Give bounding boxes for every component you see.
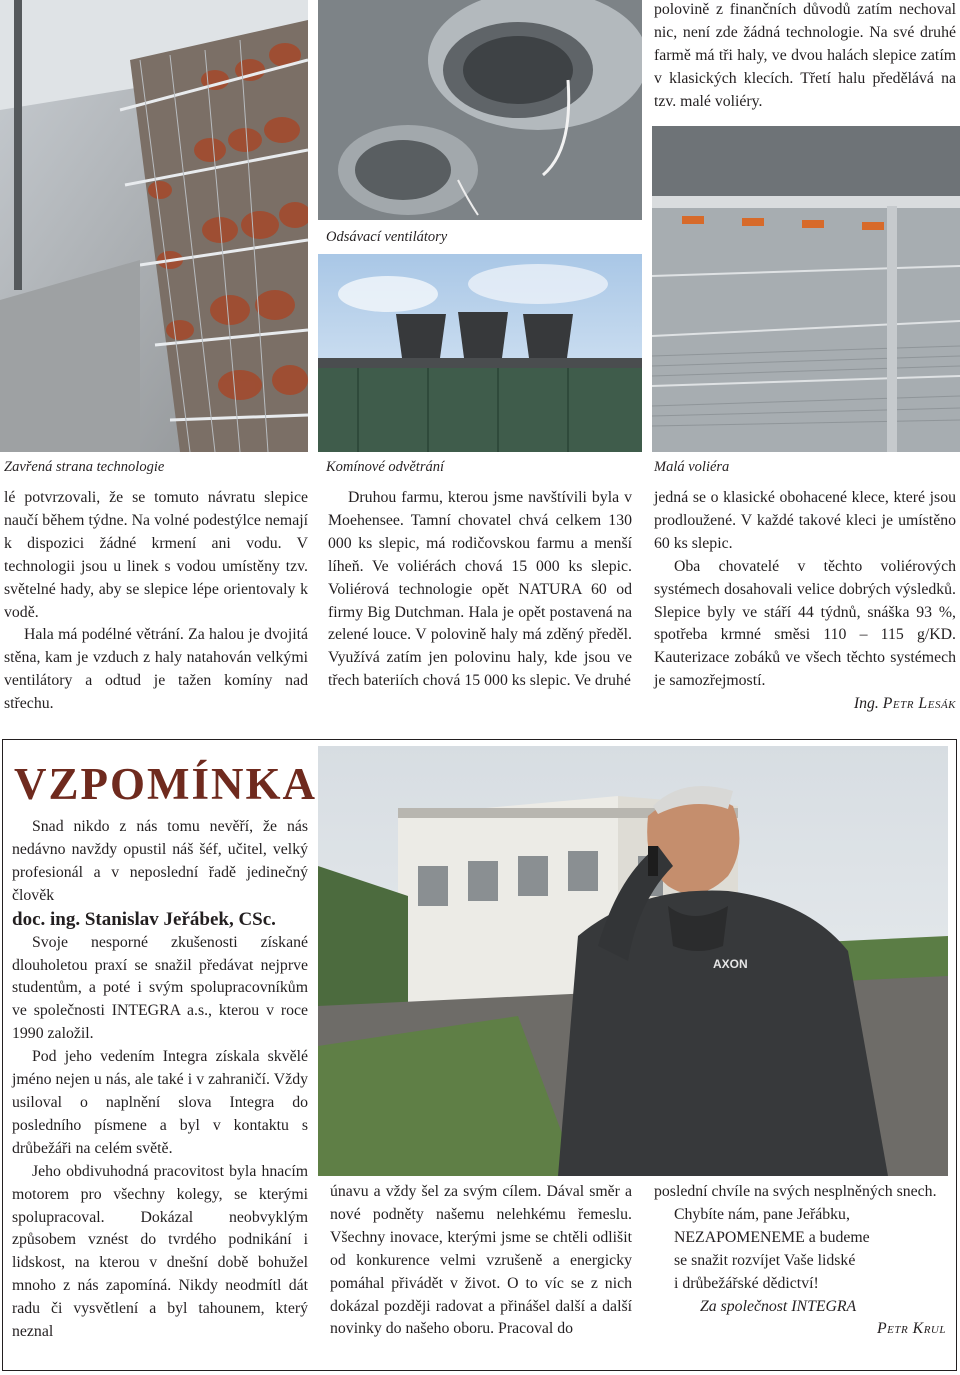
memorial-intro: Snad nikdo z nás tomu nevěří, že nás nedávno navždy opustil náš šéf, učitel, velký profesionál a v neposlední řadě jedinečný člověk (12, 818, 308, 904)
author-prefix: Ing. (853, 695, 879, 713)
hen-cages-photo (0, 0, 308, 452)
memorial-paragraph: Svoje nesporné zkušenosti získané dlouholetou praxí se snažil předávat nejprve studentům, a poté i svým spolupracovníkům ve společnosti INTEGRA a.s., kterou v roce 1990 založil. (12, 933, 308, 1043)
memorial-closing (654, 1204, 948, 1296)
article-top-right-text (654, 0, 956, 114)
fans-caption: Odsávací ventilátory (326, 229, 448, 245)
signer-name: Petr Krul (877, 1320, 946, 1338)
article-paragraph: jedná se o klasické obohacené klece, které jsou prodloužené. V každé takové kleci je umístěno 60 ks slepic. (654, 489, 956, 552)
article-column-2 (328, 487, 632, 693)
shirt-logo: AXON (713, 957, 748, 971)
ceiling-fan-photo-icon (318, 0, 642, 220)
memorial-paragraph: poslední chvíle na svých nesplněných snech. (654, 1183, 937, 1200)
article-column-1 (4, 487, 308, 716)
memorial-headline: VZPOMÍNKA (14, 759, 317, 809)
closing-line: Chybíte nám, pane Jeřábku, (674, 1205, 850, 1223)
memorial-column-2 (330, 1181, 632, 1341)
ceiling-fans-photo (318, 0, 642, 220)
memorial-person-name: doc. ing. Stanislav Jeřábek, CSc. (12, 908, 276, 930)
article-paragraph: Oba chovatelé v těchto voliérových systémech dosahovali velice dobrých výsledků. Slepice byly ve stáří 44 týdnů, snáška 93 %, spotřeba krmné směsi 110 – 115 g/KD. Kauterizace zobáků ve všech těchto systémech je samozřejmostí. (654, 557, 956, 690)
chimney-vents-photo (318, 254, 642, 452)
article-column-3 (654, 487, 956, 716)
article-paragraph: Druhou farmu, kterou jsme navštívili byla v Moehensee. Tamní chovatel chvá celkem 130 000 ks slepic, má rodičovskou farmu a menší líheň. Ve voliérách chová 15 000 ks slepic. Voliérová technologie opět NATURA 60 od firmy Big Dutchman. Hala je opět postavená na zelené louce. V polovině haly má zděný předěl. Využívá zatím jen polovinu haly, kde jsou ve třech bateriích chová 15 000 ks slepic. Ve druhé (328, 489, 632, 690)
memorial-portrait-photo (318, 746, 948, 1176)
memorial-column-1 (12, 816, 308, 1344)
closing-line: i drůbežářské dědictví! (674, 1274, 819, 1292)
author-name: Petr Lesák (882, 695, 956, 713)
man-on-phone-photo-icon (318, 746, 948, 1176)
closing-line: NEZAPOMENEME a budeme (674, 1228, 870, 1246)
memorial-paragraph: Jeho obdivuhodná pracovitost byla hnacím motorem pro všechny kolegy, se kterými spolupracoval. Dokázal neobvyklým způsobem vznést do tvrdého podnikání i lidskost, na kterou v dnešní době bohužel mnoho z nás zapomíná. Nikdy neodmítl dát radu či vysvětlení a byl tahounem, který neznal (12, 1162, 308, 1341)
top-right-paragraph: polovině z finančních důvodů zatím nechoval nic, není zde žádná technologie. Na své druhé farmě má tři haly, ve dvou halách slepice zatím v klasických klecích. Třetí halu předělává na tzv. malé voliéry. (654, 1, 956, 110)
memorial-column-3 (654, 1181, 948, 1341)
chimney-vents-photo-icon (318, 254, 642, 452)
aviary-photo-icon (652, 126, 960, 452)
small-aviary-photo (652, 126, 960, 452)
article-paragraph: Hala má podélné větrání. Za halou je dvojitá stěna, kam je vzduch z haly natahován velkými ventilátory a odtud je tažen komíny nad střechu. (4, 626, 308, 713)
article-author (654, 693, 956, 716)
article-paragraph: lé potvrzovali, že se tomuto návratu slepice naučí během týdne. Na volné podestýlce nemají k dispozici žádné krmení ani vodu. V technologii jsou u linek s vodou umístěny tzv. světelné hady, aby se slepice lépe orientovaly k vodě. (4, 489, 308, 621)
hen-cages-caption: Zavřená strana technologie (4, 459, 165, 475)
chimney-caption: Komínové odvětrání (326, 459, 444, 475)
memorial-paragraph: Pod jeho vedením Integra získala skvělé jméno nejen u nás, ale také i v zahraničí. Vždy usiloval o naplnění slova Integra do posledního písmene a byl v kontaktu s drůbežáři na celém světě. (12, 1048, 308, 1157)
company-signature: Za společnost INTEGRA (700, 1297, 857, 1315)
cage-rows-photo-icon (0, 0, 308, 452)
memorial-paragraph: únavu a vždy šel za svým cílem. Dával směr a nové podněty našemu nelehkému řemeslu. Všechny inovace, kterými jsme se chtěli odlišit od konkurence velmi vzrušeně a energicky pomáhal přivádět v život. O to víc se z nich dokázal později radovat a přinášel další a další novinky do našeho oboru. Pracoval do (330, 1183, 632, 1338)
aviary-caption: Malá voliéra (654, 459, 730, 475)
closing-line: se snažit rozvíjet Vaše lidské (674, 1251, 856, 1269)
